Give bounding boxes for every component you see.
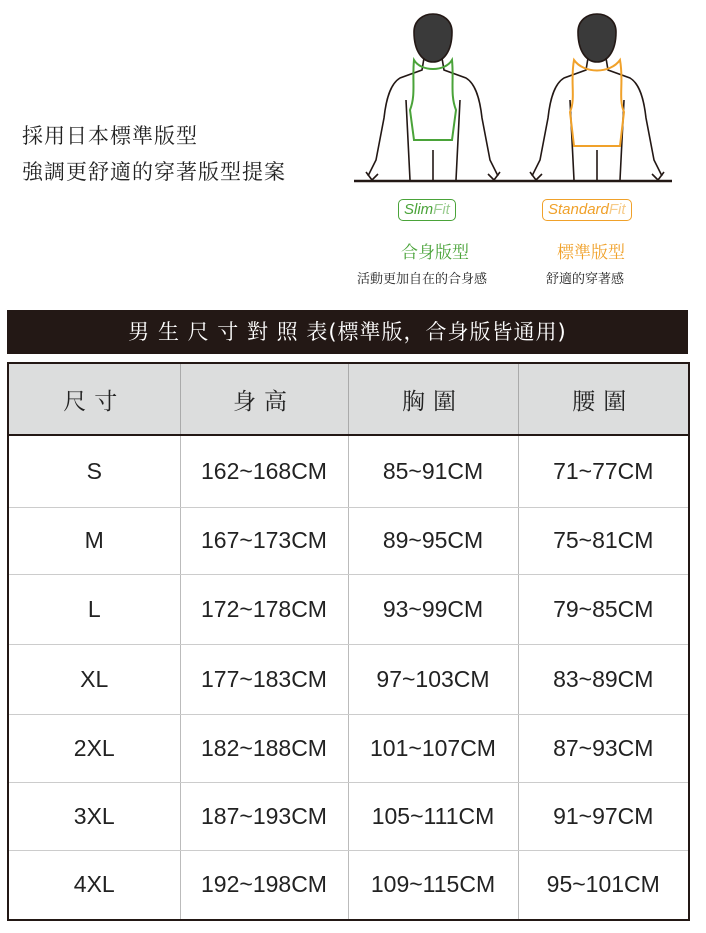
cell-height: 172~178CM [180, 574, 348, 644]
intro-text [22, 118, 286, 190]
standard-fit-description: 舒適的穿著感 [546, 272, 625, 287]
cell-height: 162~168CM [180, 435, 348, 507]
cell-size: 4XL [8, 850, 180, 920]
table-row [8, 435, 689, 507]
cell-waist: 79~85CM [518, 574, 689, 644]
cell-size: 3XL [8, 782, 180, 850]
cell-chest: 97~103CM [348, 644, 518, 714]
header-chest: 胸圍 [348, 363, 518, 435]
table-row [8, 850, 689, 920]
cell-height: 192~198CM [180, 850, 348, 920]
cell-height: 187~193CM [180, 782, 348, 850]
standard-fit-badge: StandardFit [542, 199, 632, 221]
cell-waist: 87~93CM [518, 714, 689, 782]
cell-size: 2XL [8, 714, 180, 782]
cell-height: 167~173CM [180, 507, 348, 574]
cell-waist: 71~77CM [518, 435, 689, 507]
table-row [8, 644, 689, 714]
cell-chest: 93~99CM [348, 574, 518, 644]
intro-line-1: 採用日本標準版型 [22, 124, 198, 148]
body-figures-illustration [340, 0, 706, 200]
table-row [8, 574, 689, 644]
table-row [8, 782, 689, 850]
cell-chest: 85~91CM [348, 435, 518, 507]
cell-chest: 101~107CM [348, 714, 518, 782]
table-header-row [8, 363, 689, 435]
cell-waist: 83~89CM [518, 644, 689, 714]
cell-size: M [8, 507, 180, 574]
header-size: 尺寸 [8, 363, 180, 435]
cell-waist: 75~81CM [518, 507, 689, 574]
standard-figure [530, 14, 664, 180]
table-row [8, 714, 689, 782]
slim-fit-description: 活動更加自在的合身感 [357, 272, 488, 287]
size-chart-table [7, 362, 690, 921]
cell-waist: 91~97CM [518, 782, 689, 850]
table-row [8, 507, 689, 574]
fit-illustration [340, 0, 706, 300]
slim-figure [366, 14, 500, 180]
cell-size: L [8, 574, 180, 644]
header-waist: 腰圍 [518, 363, 689, 435]
cell-chest: 89~95CM [348, 507, 518, 574]
slim-fit-badge: SlimFit [398, 199, 456, 221]
slim-fit-title: 合身版型 [401, 243, 469, 263]
cell-chest: 109~115CM [348, 850, 518, 920]
standard-fit-title: 標準版型 [557, 243, 625, 263]
intro-line-2: 強調更舒適的穿著版型提案 [22, 160, 286, 184]
cell-chest: 105~111CM [348, 782, 518, 850]
cell-height: 177~183CM [180, 644, 348, 714]
cell-size: XL [8, 644, 180, 714]
size-chart-title: 男 生 尺 寸 對 照 表(標準版，合身版皆通用) [7, 310, 688, 354]
cell-size: S [8, 435, 180, 507]
cell-waist: 95~101CM [518, 850, 689, 920]
cell-height: 182~188CM [180, 714, 348, 782]
header-height: 身高 [180, 363, 348, 435]
